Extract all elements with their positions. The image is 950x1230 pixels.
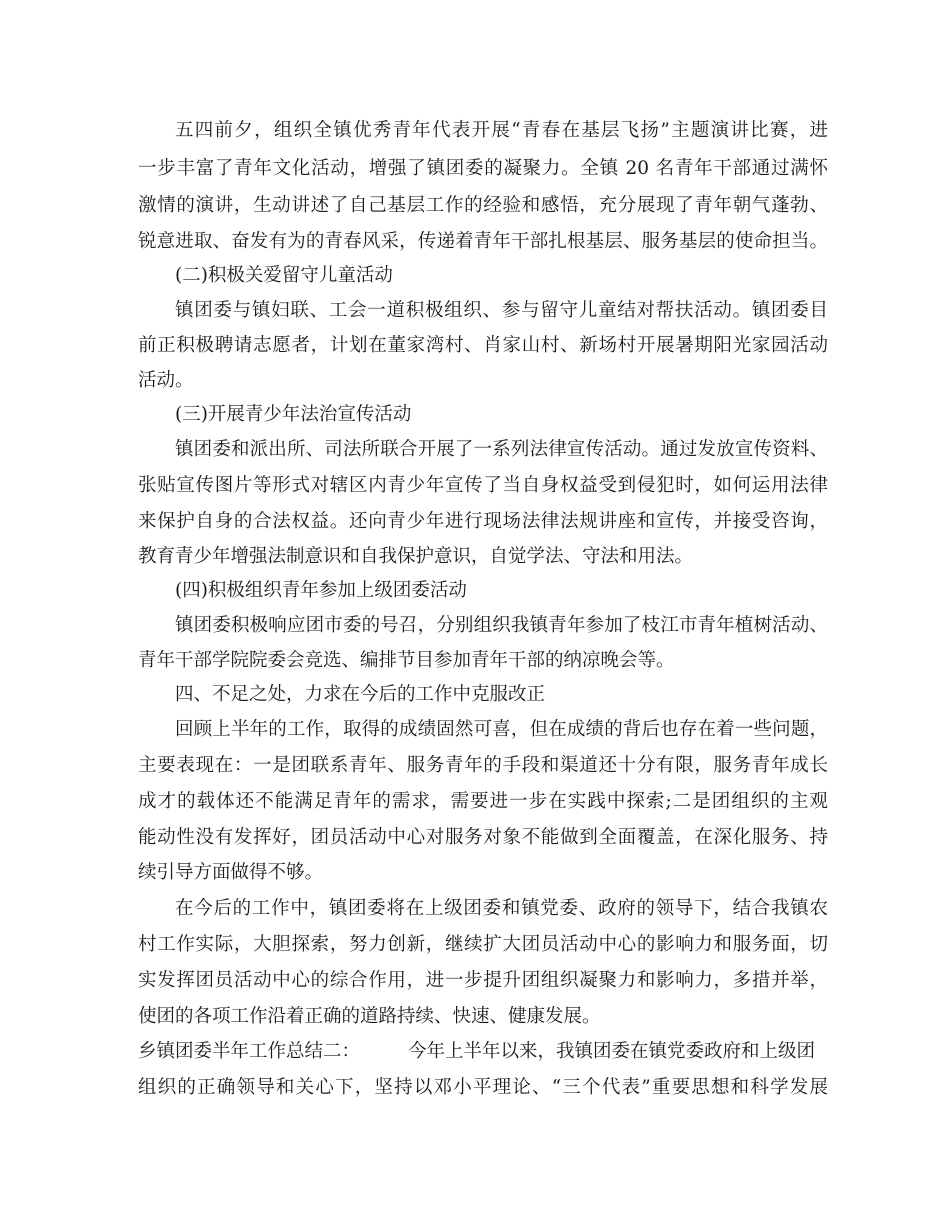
paragraph-line: 来保护自身的合法权益。还向青少年进行现场法律法规讲座和宣传，并接受咨询，: [138, 511, 828, 532]
paragraph-line: 回顾上半年的工作，取得的成绩固然可喜，但在成绩的背后也存在着一些问题，: [175, 719, 828, 740]
paragraph-line: 镇团委积极响应团市委的号召，分别组织我镇青年参加了枝江市青年植树活动、: [175, 615, 828, 636]
paragraph-line: 青年干部学院院委会竞选、编排节目参加青年干部的纳凉晚会等。: [138, 650, 675, 671]
paragraph-line: 能动性没有发挥好，团员活动中心对服务对象不能做到全面覆盖，在深化服务、持: [138, 827, 828, 848]
paragraph-line: 成才的载体还不能满足青年的需求，需要进一步在实践中探索;二是团组织的主观: [138, 791, 828, 812]
paragraph-line: 张贴宣传图片等形式对辖区内青少年宣传了当自身权益受到侵犯时，如何运用法律: [138, 475, 828, 496]
section-heading: (三)开展青少年法治宣传活动: [175, 404, 412, 425]
section-heading: (二)积极关爱留守儿童活动: [175, 265, 393, 286]
paragraph-line: 在今后的工作中，镇团委将在上级团委和镇党委、政府的领导下，结合我镇农: [175, 898, 828, 919]
paragraph-line: 实发挥团员活动中心的综合作用，进一步提升团组织凝聚力和影响力，多措并举，: [138, 970, 828, 991]
paragraph-line: 前正积极聘请志愿者，计划在董家湾村、肖家山村、新场村开展暑期阳光家园活动: [138, 335, 828, 356]
paragraph-line: 激情的演讲，生动讲述了自己基层工作的经验和感悟，充分展现了青年朝气蓬勃、: [138, 195, 828, 216]
subtitle-paragraph-start: 今年上半年以来，我镇团委在镇党委政府和上级团: [408, 1041, 816, 1062]
paragraph-line: 镇团委和派出所、司法所联合开展了一系列法律宣传活动。通过发放宣传资料、: [175, 439, 828, 460]
paragraph-line: 村工作实际，大胆探索，努力创新，继续扩大团员活动中心的影响力和服务面，切: [138, 934, 828, 955]
paragraph-line: 续引导方面做得不够。: [138, 862, 324, 883]
paragraph-line: 活动。: [138, 370, 194, 391]
paragraph-line: 教育青少年增强法制意识和自我保护意识，自觉学法、守法和用法。: [138, 546, 694, 567]
paragraph-line: 主要表现在：一是团联系青年、服务青年的手段和渠道还十分有限，服务青年成长: [138, 755, 828, 776]
section-heading: 四、不足之处，力求在今后的工作中克服改正: [175, 684, 546, 705]
paragraph-line: 组织的正确领导和关心下，坚持以邓小平理论、“三个代表”重要思想和科学发展: [138, 1077, 828, 1098]
subtitle-line: [138, 1040, 828, 1064]
paragraph-line: 五四前夕，组织全镇优秀青年代表开展“青春在基层飞扬”主题演讲比赛，进: [175, 120, 828, 141]
paragraph-line: 使团的各项工作沿着正确的道路持续、快速、健康发展。: [138, 1006, 601, 1027]
paragraph-line: 锐意进取、奋发有为的青春风采，传递着青年干部扎根基层、服务基层的使命担当。: [138, 231, 828, 252]
section-heading: (四)积极组织青年参加上级团委活动: [175, 580, 467, 601]
paragraph-line: 一步丰富了青年文化活动，增强了镇团委的凝聚力。全镇 20 名青年干部通过满怀: [138, 158, 828, 179]
paragraph-line: 镇团委与镇妇联、工会一道积极组织、参与留守儿童结对帮扶活动。镇团委目: [175, 300, 828, 321]
subtitle: 乡镇团委半年工作总结二：: [138, 1041, 361, 1062]
